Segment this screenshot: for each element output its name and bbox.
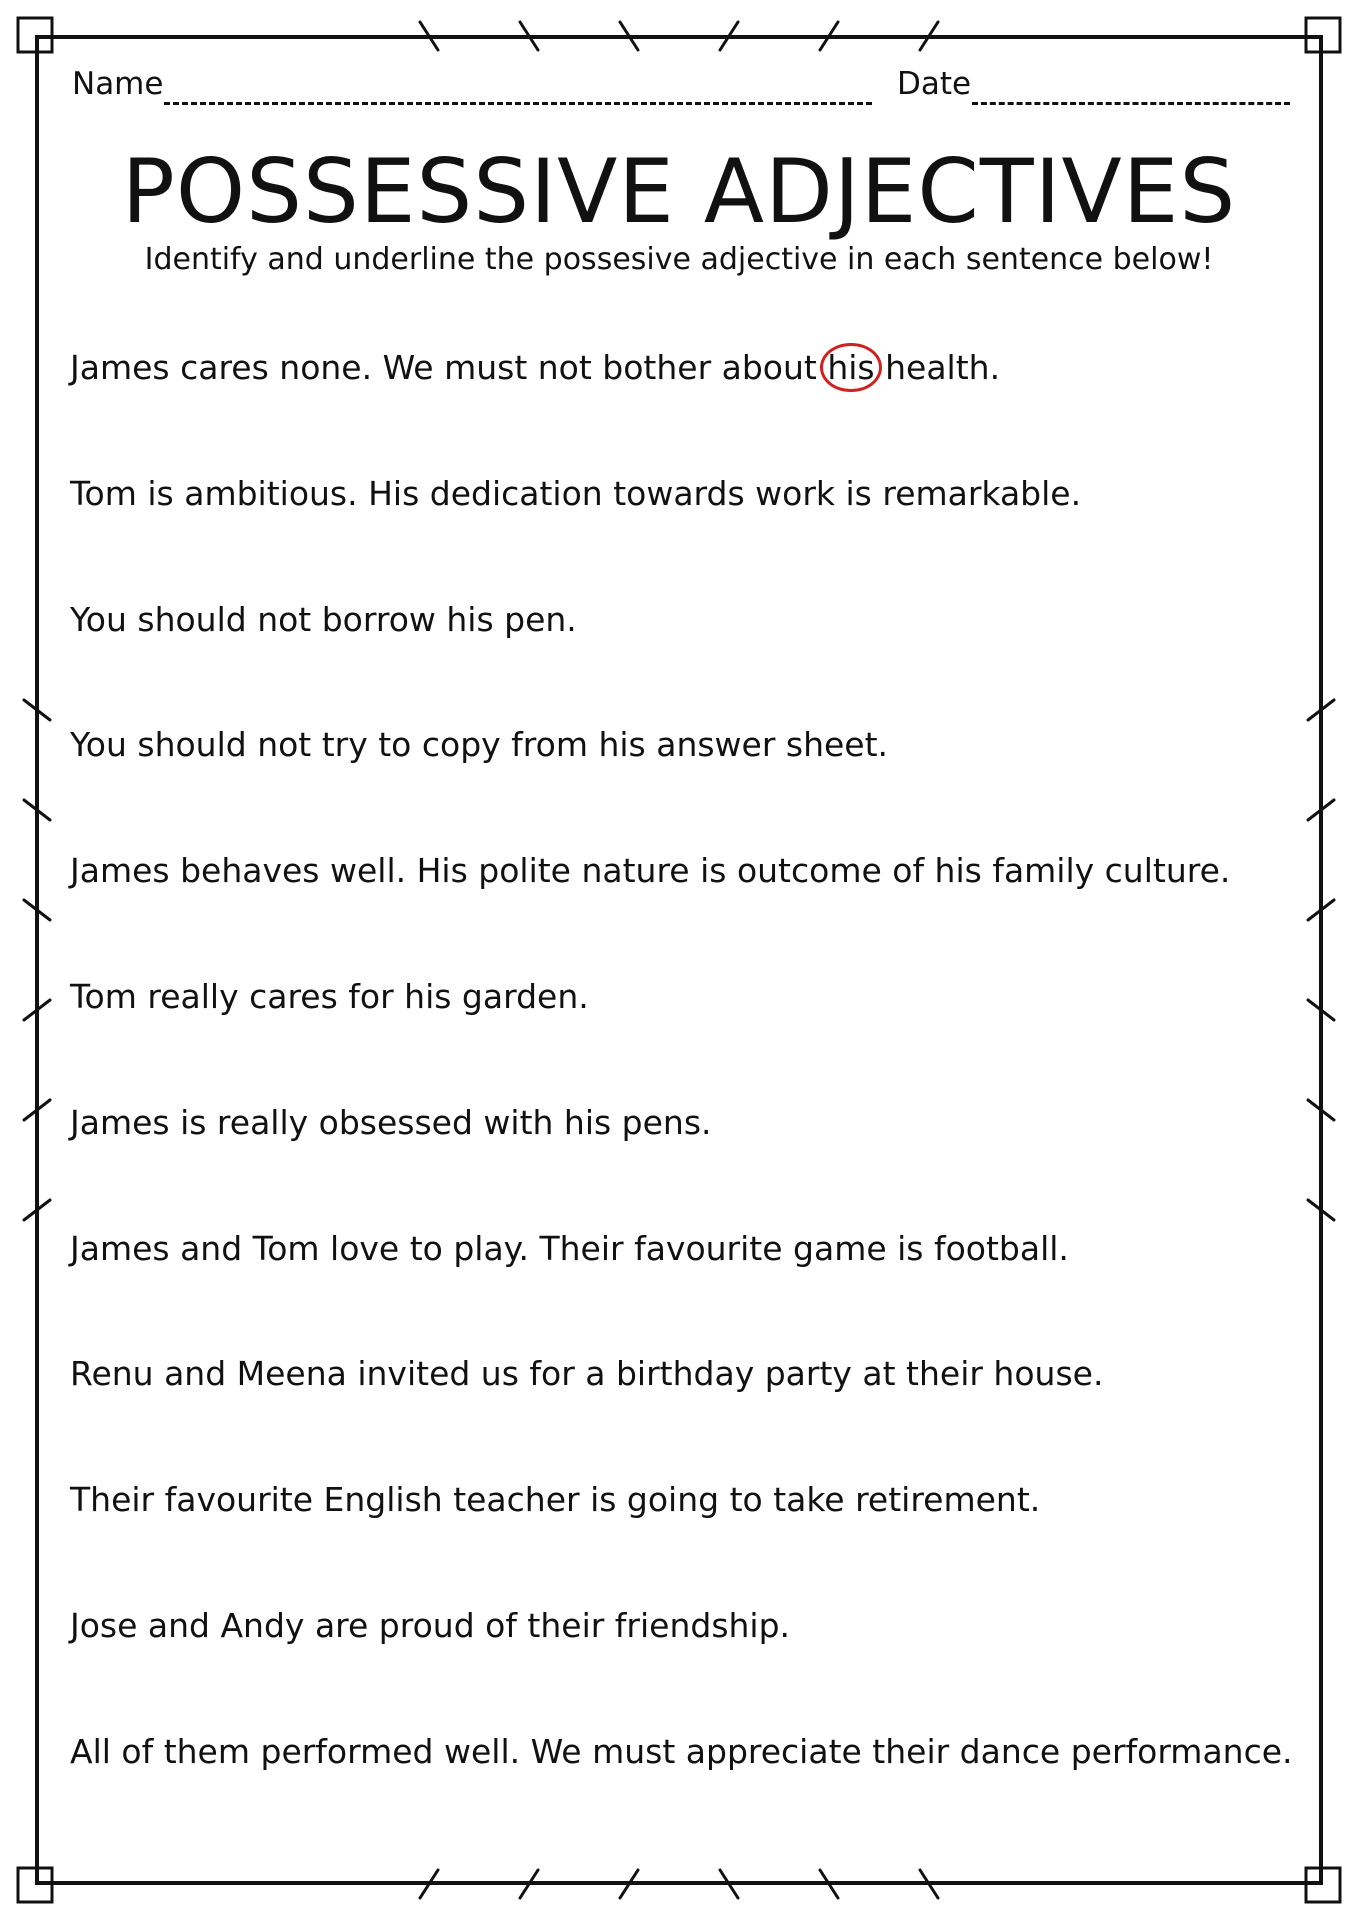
sentence-11[interactable]: All of them performed well. We must appreciate their dance performance. (70, 1732, 1293, 1771)
example-answer-word: his (827, 348, 875, 387)
sentence-2[interactable]: You should not borrow his pen. (70, 600, 577, 639)
sentence-1[interactable]: Tom is ambitious. His dedication towards work is remarkable. (70, 474, 1082, 513)
date-label: Date (897, 66, 972, 102)
answer-circle-mark (820, 343, 881, 392)
header-row (72, 62, 1292, 112)
worksheet-title: POSSESSIVE ADJECTIVES (121, 140, 1237, 243)
sentence-6[interactable]: James is really obsessed with his pens. (70, 1103, 712, 1142)
sentence-9[interactable]: Their favourite English teacher is going to take retirement. (70, 1480, 1041, 1519)
sentence-8[interactable]: Renu and Meena invited us for a birthday party at their house. (70, 1354, 1104, 1393)
date-field[interactable] (972, 102, 1290, 105)
sentence-3[interactable]: You should not try to copy from his answer sheet. (70, 725, 889, 764)
name-field[interactable] (164, 102, 872, 105)
example-after: health. (874, 348, 1001, 387)
sentence-7[interactable]: James and Tom love to play. Their favourite game is football. (70, 1229, 1069, 1268)
sentence-10[interactable]: Jose and Andy are proud of their friendship. (70, 1606, 791, 1645)
example-before: James cares none. We must not bother about (70, 348, 828, 387)
name-label: Name (72, 66, 164, 102)
sentence-5[interactable]: Tom really cares for his garden. (70, 977, 589, 1016)
sentence-4[interactable]: James behaves well. His polite nature is outcome of his family culture. (70, 851, 1231, 890)
example-answer (827, 348, 874, 387)
worksheet-instructions: Identify and underline the possesive adjective in each sentence below! (144, 242, 1214, 277)
example-sentence[interactable] (70, 348, 1000, 387)
